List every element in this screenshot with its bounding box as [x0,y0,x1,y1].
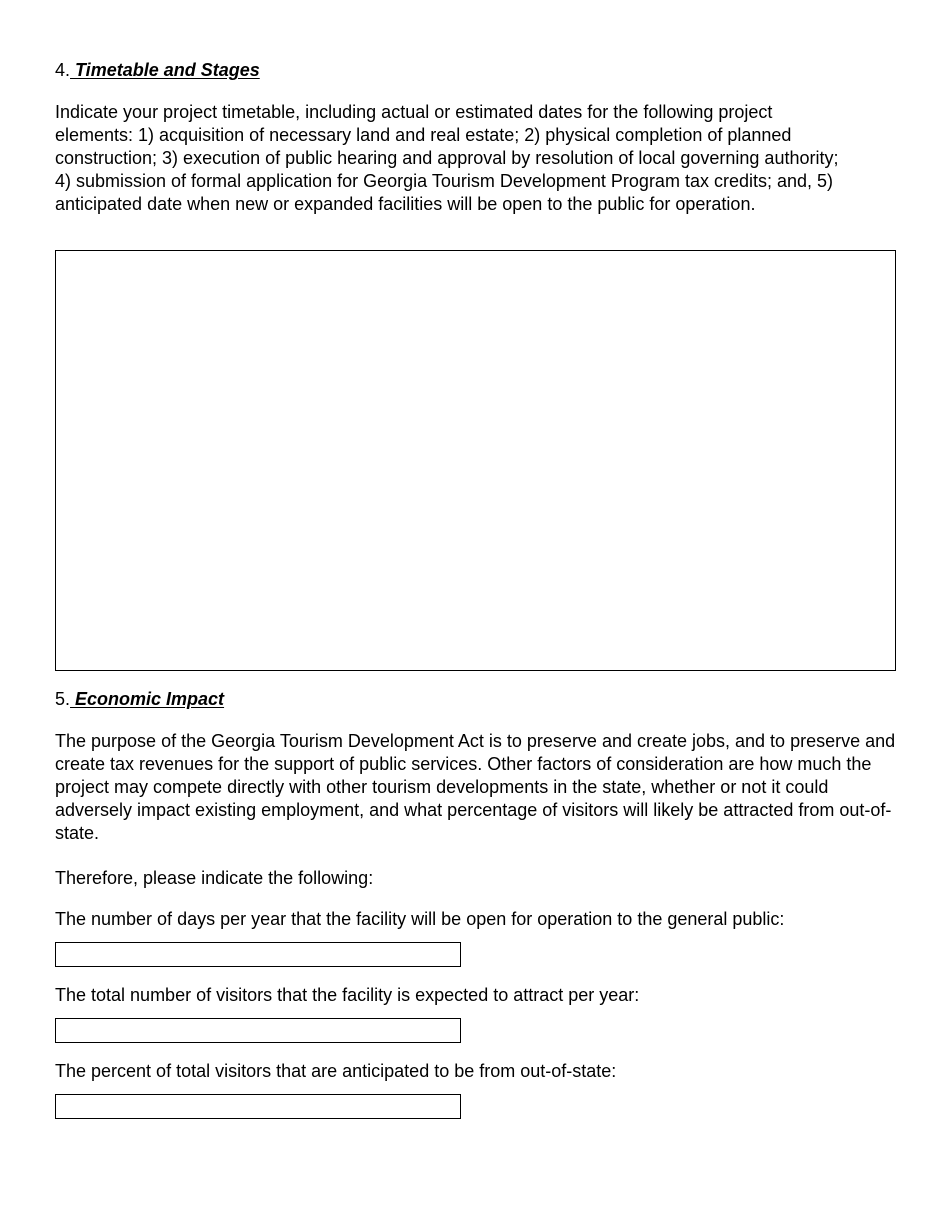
annual-visitors-field[interactable] [55,1018,461,1043]
timetable-response-field[interactable] [55,250,896,671]
section-5-purpose: The purpose of the Georgia Tourism Development Act is to preserve and create jobs, and to preserve and create tax revenues for the support of public services. Other factors of consideration are how much the project may compete directly with other tourism developments in the state, whether or not it could adversely impact existing employment, and what percentage of visitors will likely be attracted from out-of-state. [55,731,896,843]
section-5-title: Economic Impact [70,689,225,709]
question-visitors-label: The total number of visitors that the facility is expected to attract per year: [55,985,640,1005]
days-open-field[interactable] [55,942,461,967]
section-5-therefore: Therefore, please indicate the following: [55,868,374,888]
section-5-heading [55,688,224,710]
section-5-number: 5. [55,689,71,709]
question-out-of-state-label: The percent of total visitors that are anticipated to be from out-of-state: [55,1061,617,1081]
question-days-open-label: The number of days per year that the facility will be open for operation to the general public: [55,909,785,929]
out-of-state-percent-field[interactable] [55,1094,461,1119]
section-4-title: Timetable and Stages [70,60,260,80]
section-4-heading [55,59,260,81]
section-4-instructions: Indicate your project timetable, including actual or estimated dates for the following project elements: 1) acquisition of necessary land and real estate; 2) physical completion of planned construction; 3) execution of public hearing and approval by resolution of local governing authority; 4) submission of formal application for Georgia Tourism Development Program tax credits; and, 5) anticipated date when new or expanded facilities will be open to the public for operation. [55,102,839,214]
section-4-number: 4. [55,60,71,80]
